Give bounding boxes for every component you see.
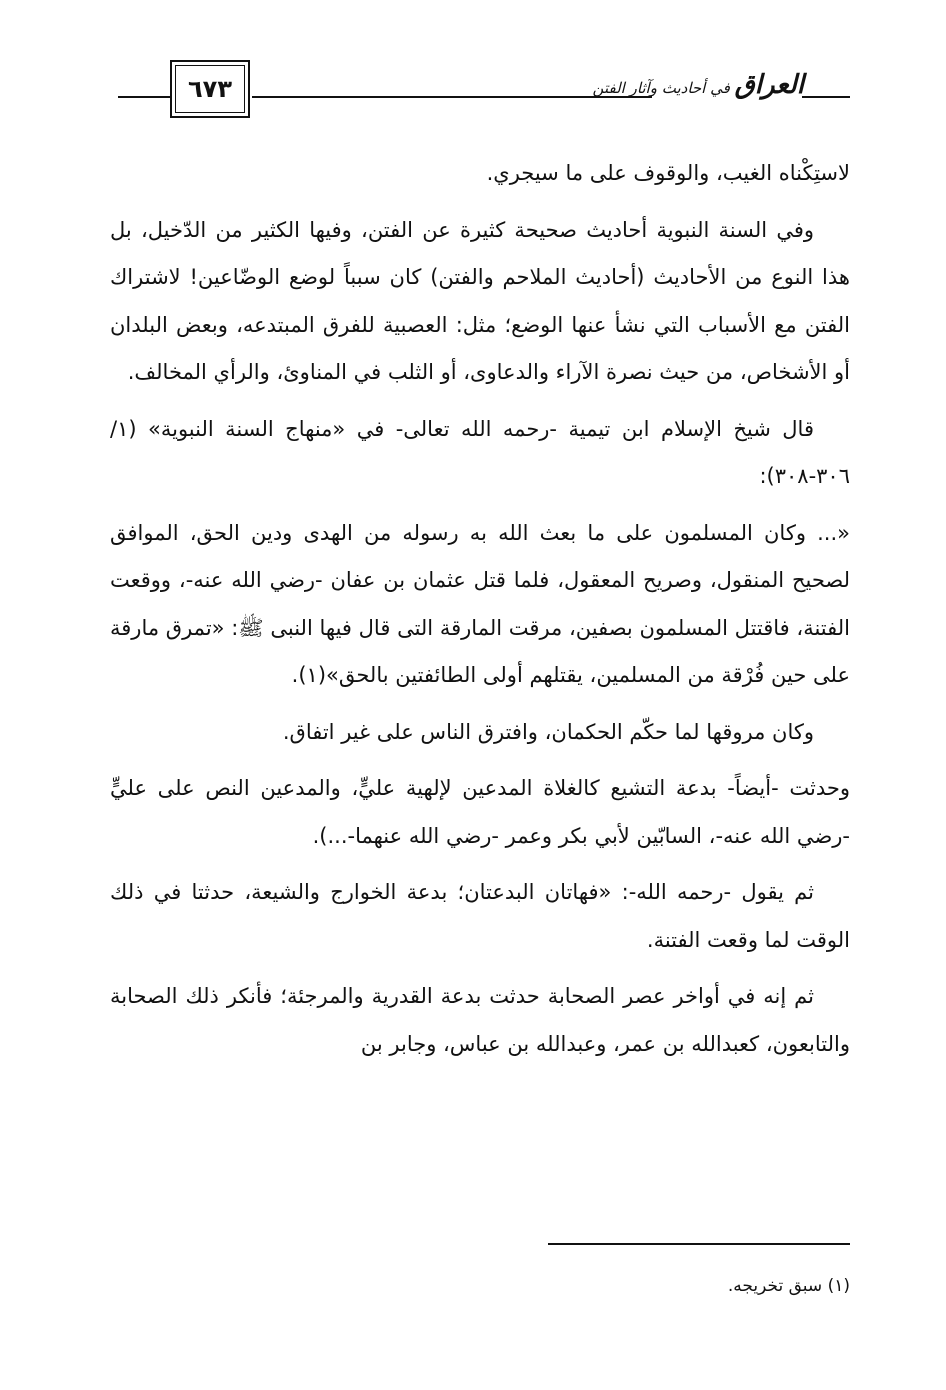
running-title bbox=[592, 70, 804, 100]
page-header bbox=[0, 52, 946, 122]
body-text bbox=[110, 150, 850, 1077]
page-number: ٦٧٣ bbox=[175, 65, 245, 113]
header-rule-right bbox=[802, 96, 850, 98]
paragraph: وفي السنة النبوية أحاديث صحيحة كثيرة عن الفتن، وفيها الكثير من الدّخيل، بل هذا النوع من الأحاديث (أحاديث الملاحم والفتن) كان سبباً لوضع الوضّاعين! لاشتراك الفتن مع الأسباب التي نشأ عنها الوضع؛ مثل: العصبية للفرق المبتدعه، وبعض البلدان أو الأشخاص، من حيث نصرة الآراء والدعاوى، أو الثلب في المناوئ، والرأي المخالف. bbox=[110, 217, 850, 384]
paragraph: وحدثت -أيضاً- بدعة التشيع كالغلاة المدعين لإلهية عليٍّ، والمدعين النص على عليٍّ -رضي الله عنه-، السابّين لأبي بكر وعمر -رضي الله عنهما-...). bbox=[110, 776, 850, 848]
paragraph: قال شيخ الإسلام ابن تيمية -رحمه الله تعالى- في «منهاج السنة النبوية» (١/ ٣٠٦-٣٠٨): bbox=[110, 416, 850, 488]
footnote-separator bbox=[548, 1243, 850, 1245]
quote-paragraph: «... وكان المسلمون على ما بعث الله به رسوله من الهدى ودين الحق، الموافق لصحيح المنقول، وصريح المعقول، فلما قتل عثمان بن عفان -رضي الله عنه-، ووقعت الفتنة، فاقتتل المسلمون بصفين، مرقت المارقة التى قال فيها النبى ﷺ: «تمرق مارقة على حين فُرْقة من المسلمين، يقتلهم أولى الطائفتين بالحق»(١). bbox=[110, 520, 850, 687]
paragraph: ثم يقول -رحمه الله-: «فهاتان البدعتان؛ بدعة الخوارج والشيعة، حدثتا في ذلك الوقت لما وقعت الفتنة. bbox=[110, 880, 850, 952]
running-title-rest: في أحاديث وآثار الفتن bbox=[592, 79, 730, 97]
page-number-box bbox=[170, 60, 250, 118]
paragraph: ثم إنه في أواخر عصر الصحابة حدثت بدعة القدرية والمرجئة؛ فأنكر ذلك الصحابة والتابعون، كعبدالله بن عمر، وعبدالله بن عباس، وجابر بن bbox=[110, 984, 850, 1056]
paragraph: وكان مروقها لما حكّم الحكمان، وافترق الناس على غير اتفاق. bbox=[282, 719, 814, 744]
footnote: (١) سبق تخريجه. bbox=[727, 1276, 850, 1296]
header-rule-left bbox=[118, 96, 170, 98]
paragraph: لاستِكْناه الغيب، والوقوف على ما سيجري. bbox=[486, 161, 850, 185]
running-title-main: العراق bbox=[734, 70, 804, 100]
